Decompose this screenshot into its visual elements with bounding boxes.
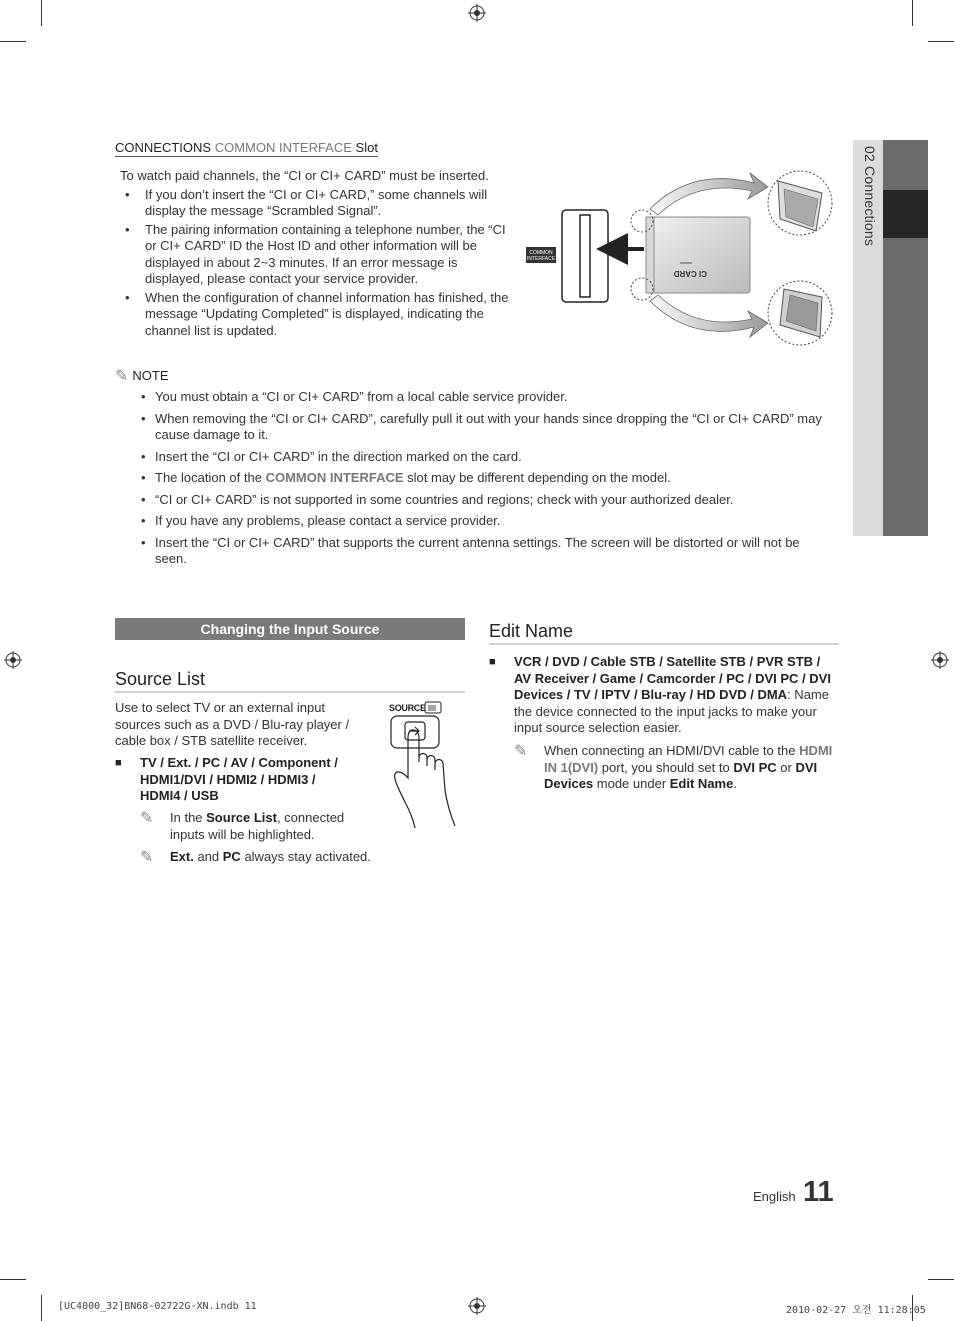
source-button-illustration — [385, 698, 470, 833]
note-text: , connected inputs will be highlighted. — [170, 810, 345, 842]
registration-mark-icon — [468, 1297, 486, 1315]
source-options-text: TV / Ext. / PC / AV / Component / HDMI1/DVI / HDMI2 / HDMI3 / HDMI4 / USB — [140, 755, 338, 803]
pencil-icon: ✎ — [115, 368, 129, 385]
source-button-label: SOURCE — [389, 703, 426, 713]
footer-language: English — [753, 1189, 796, 1204]
ci-bullet-list — [115, 187, 510, 340]
ci-section — [115, 168, 510, 341]
crop-mark — [0, 1279, 26, 1280]
square-bullet-icon: ■ — [115, 757, 122, 769]
detail-arrow-bottom — [650, 295, 768, 337]
list-item: • If you have any problems, please contact a service provider. — [115, 513, 835, 530]
section-title-bar: Changing the Input Source — [115, 618, 465, 640]
note-title: NOTE — [132, 368, 169, 383]
note-emphasis: DVI Devices — [544, 759, 818, 791]
crop-mark — [912, 0, 913, 26]
ci-card-illustration — [522, 165, 842, 355]
ci-intro: To watch paid channels, the “CI or CI+ CARD” must be inserted. — [120, 168, 489, 183]
note-text: always stay activated. — [240, 849, 371, 864]
note-text: When connecting an HDMI/DVI cable to the — [544, 743, 800, 758]
registration-mark-icon — [468, 4, 486, 22]
source-list-intro: Use to select TV or an external input sources such as a DVD / Blu-ray player / cable box / STB satellite receiver. — [115, 700, 350, 748]
imprint-datetime: 2010-02-27 오전 11:28:05 — [786, 1305, 926, 1316]
imprint-file: [UC4000_32]BN68-02722G-XN.indb 11 — [58, 1301, 257, 1312]
tv-slot-opening — [580, 215, 590, 297]
edit-name-heading: Edit Name — [489, 621, 574, 641]
page-number: 11 — [803, 1176, 834, 1208]
note-section — [115, 389, 835, 573]
source-list-heading: Source List — [115, 669, 206, 689]
source-list-note-2 — [170, 849, 390, 866]
note-text: port, you should set to — [598, 759, 734, 775]
detail-arrow-top — [650, 173, 768, 215]
edit-name-note — [544, 743, 839, 793]
breadcrumb-part: Slot — [355, 140, 378, 155]
ci-card — [646, 217, 750, 293]
registration-mark-icon — [931, 651, 949, 669]
crop-mark — [928, 1279, 954, 1280]
note-emphasis: Ext. — [170, 849, 194, 864]
breadcrumb — [115, 140, 378, 157]
ci-card-text: CI CARD — [673, 269, 707, 278]
list-item: • When the configuration of channel information has finished, the message “Updating Completed” is displayed, indicating the channel list is updated. — [115, 290, 510, 340]
note-text: mode under — [593, 776, 670, 791]
note-text: or — [776, 759, 796, 775]
source-key-icon — [425, 702, 441, 713]
list-item: • You must obtain a “CI or CI+ CARD” from a local cable service provider. — [115, 389, 835, 406]
edit-name-devices — [514, 654, 834, 737]
list-item: • “CI or CI+ CARD” is not supported in some countries and regions; check with your authorized dealer. — [115, 492, 835, 509]
side-tab-active-marker — [883, 190, 928, 238]
note-text: and — [193, 849, 223, 864]
registration-mark-icon — [4, 651, 22, 669]
note-emphasis: HDMI IN 1(DVI) — [544, 743, 833, 775]
note-text: slot may be different depending on the model. — [403, 470, 671, 485]
slot-label-text: INTERFACE — [526, 256, 556, 262]
list-item: • When removing the “CI or CI+ CARD”, carefully pull it out with your hands since dropping the “CI or CI+ CARD” may cause damage to it. — [115, 411, 835, 444]
list-item: • Insert the “CI or CI+ CARD” that supports the current antenna settings. The screen will be distorted or will not be seen. — [115, 535, 835, 568]
pencil-icon: ✎ — [140, 849, 154, 866]
device-list-text: VCR / DVD / Cable STB / Satellite STB / PVR STB / AV Receiver / Game / Camcorder / PC / DVI PC / DVI Devices / TV / IPTV / Blu-ray / HD DVD / DMA — [514, 654, 831, 702]
note-emphasis: COMMON INTERFACE — [265, 470, 404, 485]
list-item: • Insert the “CI or CI+ CARD” in the direction marked on the card. — [115, 449, 835, 466]
square-bullet-icon: ■ — [489, 656, 496, 668]
note-text: . — [733, 776, 737, 791]
crop-mark — [41, 0, 42, 26]
note-emphasis: Source List — [206, 810, 277, 825]
note-text: In the — [170, 810, 207, 825]
pencil-icon: ✎ — [514, 743, 528, 760]
note-list — [115, 389, 835, 568]
device-list-description: : Name the device connected to the input jacks to make your input source selection easier. — [514, 687, 829, 735]
list-item: • The pairing information containing a telephone number, the “CI or CI+ CARD” ID the Host ID and other information will be displayed in about 2~3 minutes. If an error message is displayed, please contact your service provider. — [115, 222, 510, 288]
note-heading — [115, 366, 169, 386]
breadcrumb-part: CONNECTIONS — [115, 140, 212, 155]
note-emphasis: DVI PC — [733, 759, 777, 775]
list-item — [115, 470, 835, 487]
side-tab-label: 02 Connections — [862, 146, 878, 247]
slot-label-text: COMMON — [529, 250, 553, 256]
crop-mark — [928, 41, 954, 42]
pencil-icon: ✎ — [140, 810, 154, 827]
note-text: The location of the — [155, 470, 266, 485]
note-emphasis: PC — [222, 849, 241, 864]
breadcrumb-part: COMMON INTERFACE — [214, 140, 352, 155]
heading-rule — [115, 691, 465, 693]
source-list-note-1 — [170, 810, 370, 843]
crop-mark — [41, 1295, 42, 1321]
source-list-options — [140, 755, 350, 805]
crop-mark — [0, 41, 26, 42]
note-emphasis: Edit Name — [669, 776, 734, 791]
heading-rule — [489, 643, 839, 645]
list-item: • If you don’t insert the “CI or CI+ CARD,” some channels will display the message “Scrambled Signal”. — [115, 187, 510, 220]
